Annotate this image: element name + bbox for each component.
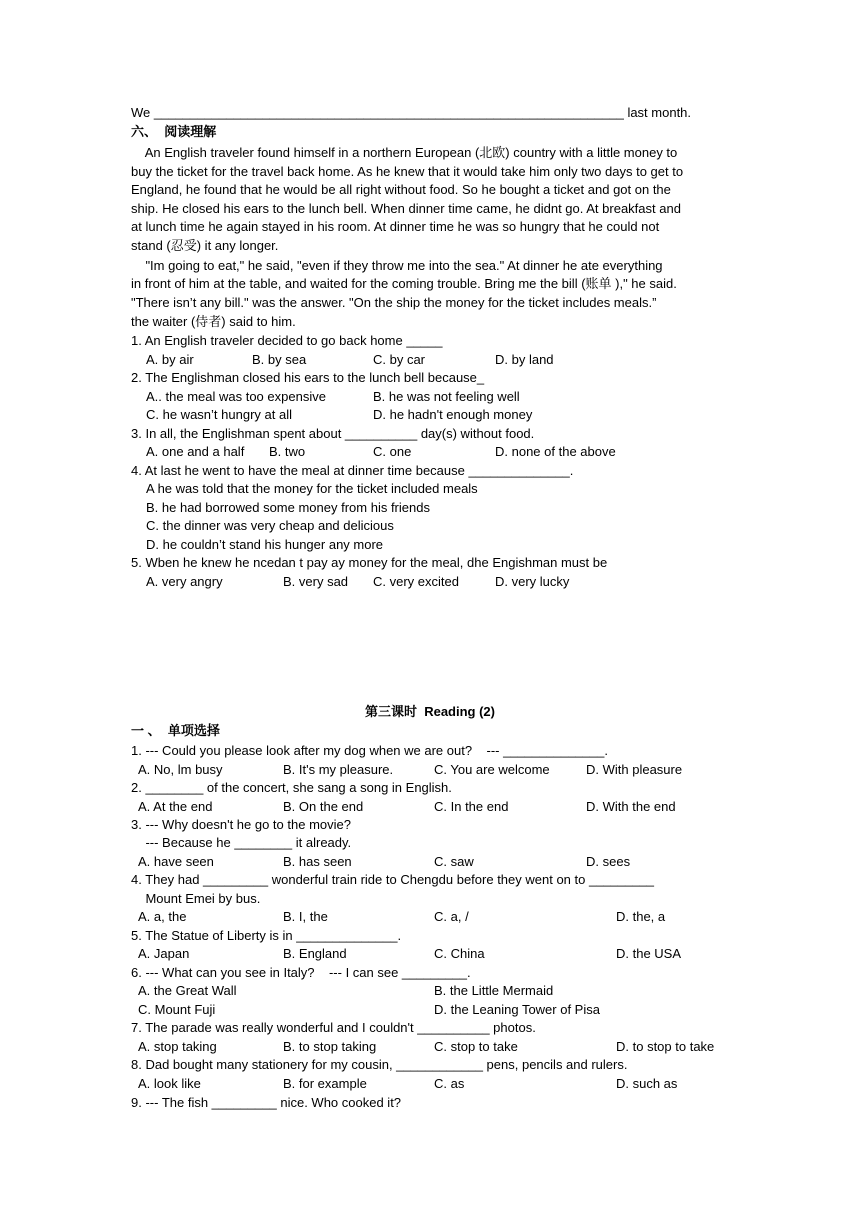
option-a: A. by air [146,352,194,367]
question-7: 7. The parade was really wonderful and I couldn't __________ photos. [131,1020,536,1035]
option-a: A. a, the [138,909,187,924]
option-a: A.. the meal was too expensive [146,389,326,404]
question-2: 2. ________ of the concert, she sang a song in English. [131,780,452,795]
option-d: D. sees [586,854,631,869]
option-c: C. You are welcome [434,762,550,777]
passage-line: buy the ticket for the travel back home. As he knew that it would take him only two days to get to [131,164,684,179]
option-b: B. the Little Mermaid [434,983,554,998]
option-a: A he was told that the money for the ticket included meals [146,481,478,496]
passage-line: "There isn’t any bill." was the answer. "On the ship the money for the ticket includes meals.” [131,295,657,310]
option-d: D. With pleasure [586,762,683,777]
question-3: 3. In all, the Englishman spent about __________ day(s) without food. [131,426,535,441]
option-d: D. the USA [616,946,682,961]
passage-line: stand (忍受) it any longer. [131,238,279,253]
option-c: C. a, / [434,909,469,924]
option-b: B. he had borrowed some money from his friends [146,500,430,515]
section-heading-choice: 一 、 单项选择 [131,723,220,738]
option-b: B. to stop taking [283,1039,377,1054]
option-c: C. as [434,1076,465,1091]
option-a: A. very angry [146,574,223,589]
option-a: A. Japan [138,946,190,961]
option-a: A. have seen [138,854,214,869]
option-d: D. to stop to take [616,1039,715,1054]
option-a: A. the Great Wall [138,983,237,998]
question-3-continued: --- Because he ________ it already. [131,835,352,850]
fill-in-line: We _________________________________________________________________ last month. [131,105,692,120]
option-b: B. I, the [283,909,328,924]
option-b: B. It's my pleasure. [283,762,394,777]
passage-line: the waiter (侍者) said to him. [131,314,296,329]
option-c: C. the dinner was very cheap and delicious [146,518,394,533]
option-d: D. such as [616,1076,678,1091]
option-a: A. No, lm busy [138,762,223,777]
option-c: C. he wasn’t hungry at all [146,407,292,422]
option-a: A. stop taking [138,1039,217,1054]
question-5: 5. Wben he knew he ncedan t pay ay money for the meal, dhe Engishman must be [131,555,608,570]
question-1: 1. An English traveler decided to go back home _____ [131,333,443,348]
question-4-continued: Mount Emei by bus. [131,891,261,906]
option-d: D. the Leaning Tower of Pisa [434,1002,600,1017]
question-5: 5. The Statue of Liberty is in ______________. [131,928,402,943]
lesson-title: 第三课时 Reading (2) [364,704,495,719]
question-6: 6. --- What can you see in Italy? --- I can see _________. [131,965,471,980]
passage-line: in front of him at the table, and waited for the coming trouble. Bring me the bill (账单 )," he said. [131,276,677,291]
option-c: C. by car [373,352,426,367]
option-b: B. by sea [252,352,307,367]
option-a: A. one and a half [146,444,245,459]
passage-line: ship. He closed his ears to the lunch bell. When dinner time came, he didnt go. At breakfast and [131,201,681,216]
question-2: 2. The Englishman closed his ears to the lunch bell because_ [131,370,485,385]
option-c: C. China [434,946,485,961]
option-c: C. In the end [434,799,509,814]
question-9: 9. --- The fish _________ nice. Who cooked it? [131,1095,402,1110]
option-b: B. two [269,444,306,459]
passage-line: at lunch time he again stayed in his room. At dinner time he was so hungry that he could not [131,219,660,234]
option-c: C. stop to take [434,1039,518,1054]
question-1: 1. --- Could you please look after my dog when we are out? --- ______________. [131,743,608,758]
option-d: D. the, a [616,909,666,924]
question-8: 8. Dad bought many stationery for my cousin, ____________ pens, pencils and rulers. [131,1057,628,1072]
option-c: C. Mount Fuji [138,1002,216,1017]
option-b: B. very sad [283,574,349,589]
passage-line: "Im going to eat," he said, "even if they throw me into the sea." At dinner he ate everything [131,258,663,273]
option-d: D. he couldn’t stand his hunger any more [146,537,384,552]
option-b: B. On the end [283,799,364,814]
passage-line: England, he found that he would be all right without food. So he bought a ticket and got on the [131,182,671,197]
question-4: 4. They had _________ wonderful train ride to Chengdu before they went on to _________ [131,872,655,887]
section-heading-reading: 六、 阅读理解 [131,124,217,139]
option-d: D. none of the above [495,444,616,459]
option-b: B. for example [283,1076,367,1091]
option-d: D. he hadn't enough money [373,407,533,422]
option-b: B. he was not feeling well [373,389,520,404]
option-d: D. With the end [586,799,676,814]
question-3: 3. --- Why doesn't he go to the movie? [131,817,351,832]
option-a: A. look like [138,1076,201,1091]
option-a: A. At the end [138,799,213,814]
option-b: B. has seen [283,854,352,869]
option-d: D. by land [495,352,554,367]
option-d: D. very lucky [495,574,570,589]
option-b: B. England [283,946,347,961]
passage-line: An English traveler found himself in a northern European (北欧) country with a little money to [131,145,678,160]
option-c: C. very excited [373,574,459,589]
option-c: C. saw [434,854,474,869]
question-4: 4. At last he went to have the meal at dinner time because ______________. [131,463,574,478]
option-c: C. one [373,444,412,459]
